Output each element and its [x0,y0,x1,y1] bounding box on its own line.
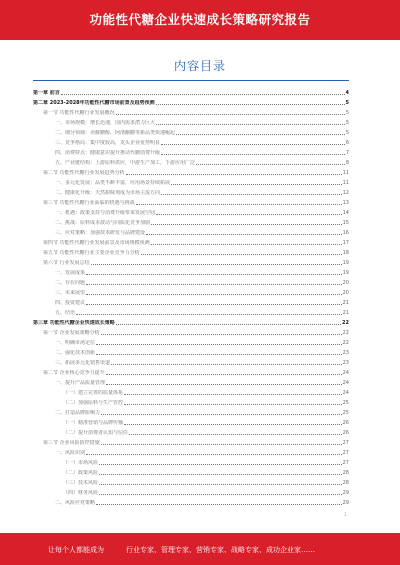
toc-entry-title: 二、风险应对策略 [55,500,96,506]
toc-entry[interactable] [43,437,349,446]
footer-slogan: 行业专家、管理专家、营销专家、战略专家、成功企业家…… [126,546,315,554]
toc-entry-title: 第一章 前言 [33,90,60,96]
toc-entry-page: 20 [342,290,349,296]
toc-entry-page: 16 [342,230,349,236]
toc-entry-title: （一）精准营销与品牌传播 [63,420,124,426]
toc-leader-dots [161,154,345,155]
toc-entry-page: 7 [345,150,349,156]
toc-entry-title: 二、存在问题 [55,280,86,286]
toc-entry[interactable] [33,317,349,326]
toc-entry-page: 20 [342,280,349,286]
toc-leader-dots [86,274,342,275]
toc-entry-page: 26 [342,420,349,426]
toc-entry-page: 5 [345,130,349,136]
toc-entry[interactable] [55,127,349,136]
toc-entry-title: （四）财务风险 [63,490,99,496]
toc-leader-dots [101,444,342,445]
toc-entry-page: 29 [342,500,349,506]
toc-entry[interactable] [55,177,349,186]
toc-leader-dots [116,114,345,115]
toc-entry-page: 24 [342,380,349,386]
toc-leader-dots [86,304,342,305]
toc-leader-dots [61,94,345,95]
toc-leader-dots [86,294,342,295]
toc-entry-page: 13 [342,200,349,206]
toc-entry-page: 22 [342,330,349,336]
toc-entry-title: 第三节 企业风险防控措施 [43,440,100,446]
toc-entry-page: 21 [342,300,349,306]
toc-entry-page: 6 [345,140,349,146]
toc-heading: 内容目录 [173,59,226,73]
toc-entry[interactable] [55,407,349,416]
toc-entry-page: 15 [342,220,349,226]
toc-entry-title: （二）提升消费者认知与信任 [63,430,129,436]
toc-entry-title: 第六节 行业发展总结 [43,260,90,266]
toc-entry[interactable] [63,457,349,466]
toc-entry[interactable] [55,357,349,366]
toc-entry-title: 一、机遇：政策支持与消费升级带来发展空间 [55,210,156,216]
toc-entry[interactable] [55,347,349,356]
toc-entry-title: 五、结语 [55,310,76,316]
toc-entry-title: （三）技术风险 [63,480,99,486]
toc-entry[interactable] [43,107,349,116]
toc-entry-page: 22 [342,320,349,326]
toc-entry-title: 第一节 功能性代糖行业发展概况 [43,110,115,116]
toc-entry-page: 29 [342,490,349,496]
toc-entry-title: 一、多元化发展：品类不断丰富，应用场景持续拓展 [55,180,171,186]
toc-entry-title: （二）政策风险 [63,470,99,476]
toc-entry-page: 5 [345,100,349,106]
toc-entry[interactable] [63,387,349,396]
toc-entry[interactable] [55,137,349,146]
toc-entry-title: 三、拓展多元化销售渠道 [55,360,111,366]
toc-entry-page: 24 [342,370,349,376]
toc-entry[interactable] [55,377,349,386]
toc-entry-page: 18 [342,250,349,256]
toc-entry-title: 三、应对策略：加强技术研发与品牌建设 [55,230,146,236]
toc-leader-dots [161,194,342,195]
toc-leader-dots [86,284,342,285]
toc-entry[interactable] [55,287,349,296]
toc-entry-title: 五、产业链结构：上游原料供应，中游生产加工，下游应用广泛 [55,160,196,166]
toc-entry-page: 25 [342,410,349,416]
toc-entry-title: 三、竞争格局：集中度较高，龙头企业优势明显 [55,140,161,146]
toc-entry-title: 一、明确市场定位 [55,340,96,346]
toc-entry-title: 一、发展成果 [55,270,86,276]
toc-entry-page: 27 [342,460,349,466]
toc-leader-dots [99,474,342,475]
header-banner [0,0,400,40]
toc-entry-page: 5 [345,110,349,116]
toc-leader-dots [171,184,342,185]
toc-entry-page: 5 [345,120,349,126]
toc-leader-dots [96,504,342,505]
report-title: 功能性代糖企业快速成长策略研究报告 [89,12,311,27]
toc-entry[interactable] [55,157,349,166]
toc-entry[interactable] [63,397,349,406]
toc-leader-dots [106,384,342,385]
toc-leader-dots [146,234,342,235]
toc-divider [33,80,349,81]
toc-entry-page: 28 [342,470,349,476]
toc-entry[interactable] [43,167,349,176]
toc-entry[interactable] [63,417,349,426]
footer-brand-text: 让每个人都能成为 [48,546,104,554]
toc-entry-title: 一、市场规模：增长迅速，国内需求潜力巨大 [55,120,156,126]
toc-entry-page: 27 [342,450,349,456]
toc-entry-title: 二、健康化升级：天然甜味剂成为市场主流方向 [55,190,161,196]
toc-entry-title: 二、强化技术创新 [55,350,96,356]
toc-entry-title: 二、挑战：原料成本波动与同质化竞争加剧 [55,220,151,226]
table-of-contents [33,87,349,517]
toc-entry-page: 28 [342,480,349,486]
toc-entry-title: 第二章 2023-2028年功能性代糖市场前景及趋势预测 [33,100,155,106]
toc-entry[interactable] [55,147,349,156]
toc-entry-title: 四、消费特点：健康意识提升推动代糖消费升级 [55,150,161,156]
toc-leader-dots [86,454,342,455]
toc-entry-page: 25 [342,400,349,406]
toc-entry-title: 第四节 功能性代糖行业发展前景及市场规模预测 [43,240,150,246]
toc-entry-page: 27 [342,440,349,446]
toc-entry[interactable] [55,307,349,316]
toc-leader-dots [124,394,342,395]
toc-leader-dots [106,374,342,375]
toc-entry[interactable] [63,467,349,476]
toc-leader-dots [161,144,345,145]
toc-leader-dots [101,334,342,335]
toc-entry[interactable] [55,337,349,346]
toc-leader-dots [151,244,342,245]
toc-entry[interactable] [43,327,349,336]
toc-leader-dots [151,224,342,225]
toc-leader-dots [99,494,342,495]
toc-entry-title: （一）建立完善的质量体系 [63,390,124,396]
toc-leader-dots [124,424,342,425]
toc-entry-title: 第五节 功能性代糖行业主要企业竞争力分析 [43,250,140,256]
toc-entry-page: 11 [342,170,349,176]
page-number: 1 [344,512,347,517]
toc-entry-title: （二）加强原料与生产管控 [63,400,124,406]
toc-leader-dots [126,174,342,175]
toc-entry[interactable] [55,227,349,236]
toc-entry[interactable] [63,477,349,486]
toc-entry[interactable] [63,427,349,436]
toc-entry[interactable] [55,447,349,456]
toc-entry-title: 四、投资建议 [55,300,86,306]
toc-entry-page: 8 [345,160,349,166]
toc-entry[interactable] [55,297,349,306]
toc-leader-dots [116,324,341,325]
toc-entry-title: 第二节 企业核心竞争力提升 [43,370,105,376]
toc-entry[interactable] [43,247,349,256]
toc-entry-page: 12 [342,190,349,196]
toc-leader-dots [141,254,342,255]
toc-entry-page: 23 [342,360,349,366]
toc-leader-dots [156,214,342,215]
toc-entry-page: 19 [342,270,349,276]
toc-entry[interactable] [43,237,349,246]
toc-leader-dots [156,104,345,105]
toc-entry-title: 第一节 企业发展策略分析 [43,330,100,336]
toc-entry-title: 一、提升产品质量管理 [55,380,106,386]
toc-entry-title: 第二节 功能性代糖行业发展趋势分析 [43,170,125,176]
toc-leader-dots [111,364,342,365]
toc-leader-dots [176,134,345,135]
toc-entry-title: 三、未来展望 [55,290,86,296]
toc-entry[interactable] [55,207,349,216]
toc-leader-dots [136,204,342,205]
toc-entry-page: 23 [342,350,349,356]
toc-entry-page: 26 [342,430,349,436]
toc-leader-dots [196,164,345,165]
toc-entry-page: 14 [342,210,349,216]
toc-entry[interactable] [43,257,349,266]
toc-entry[interactable] [55,277,349,286]
toc-entry[interactable] [55,267,349,276]
toc-entry-page: 22 [342,340,349,346]
toc-entry[interactable] [43,197,349,206]
toc-leader-dots [99,464,342,465]
toc-entry[interactable] [63,487,349,496]
toc-entry-title: 一、风险识别 [55,450,86,456]
toc-entry-title: 二、打造品牌影响力 [55,410,101,416]
toc-entry[interactable] [55,187,349,196]
toc-entry-page: 11 [342,180,349,186]
toc-entry[interactable] [55,497,349,506]
toc-entry-title: 第三节 功能性代糖行业面临的机遇与挑战 [43,200,135,206]
footer-banner [0,533,400,565]
toc-entry-page: 21 [342,310,349,316]
toc-entry[interactable] [43,367,349,376]
toc-leader-dots [76,314,342,315]
toc-leader-dots [129,434,342,435]
toc-leader-dots [156,124,345,125]
toc-leader-dots [91,264,342,265]
toc-entry-page: 17 [342,240,349,246]
toc-leader-dots [96,344,342,345]
toc-leader-dots [101,414,342,415]
toc-entry[interactable] [33,87,349,96]
toc-entry-title: 第三章 功能性代糖企业快速成长策略 [33,320,115,326]
toc-leader-dots [124,404,342,405]
toc-entry-page: 4 [345,90,349,96]
toc-entry[interactable] [55,217,349,226]
toc-entry-page: 24 [342,390,349,396]
toc-entry[interactable] [55,117,349,126]
toc-leader-dots [96,354,342,355]
toc-entry-title: 二、细分领域：赤藓糖醇、阿洛酮糖等新品类快速崛起 [55,130,176,136]
toc-entry-page: 19 [342,260,349,266]
toc-leader-dots [99,484,342,485]
toc-entry-title: （一）市场风险 [63,460,99,466]
toc-entry[interactable] [33,97,349,106]
